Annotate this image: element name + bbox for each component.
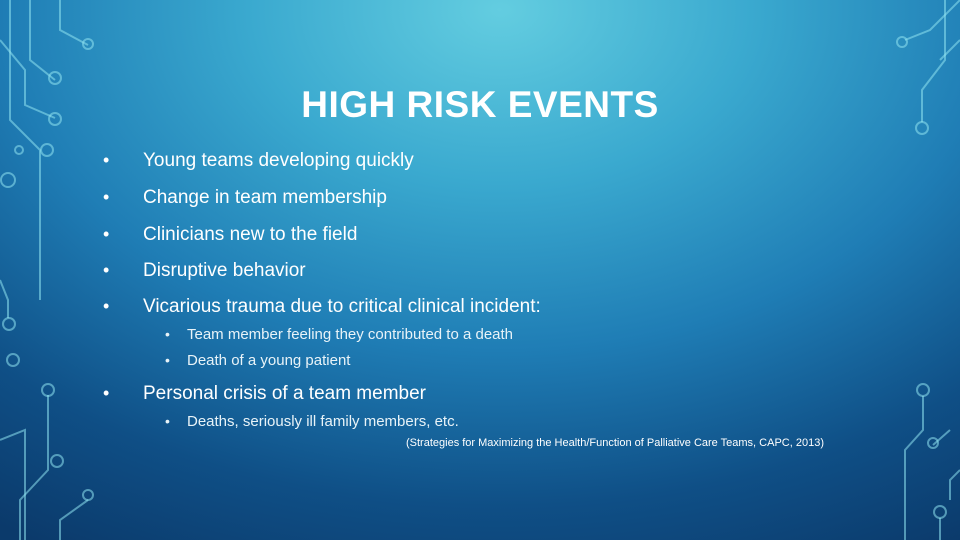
sub-bullet-text: Deaths, seriously ill family members, etc.: [187, 413, 459, 430]
slide-title: HIGH RISK EVENTS: [301, 84, 659, 125]
bullet-text: Young teams developing quickly: [143, 150, 414, 171]
sub-bullet-icon: •: [165, 326, 170, 342]
citation: (Strategies for Maximizing the Health/Function of Palliative Care Teams, CAPC, 2013): [406, 437, 824, 449]
bullet-text: Clinicians new to the field: [143, 224, 358, 245]
bullet-item: [103, 224, 357, 246]
sub-bullet-text: Team member feeling they contributed to a death: [187, 326, 514, 343]
bullet-icon: •: [103, 150, 110, 170]
sub-bullet-item: [165, 413, 459, 430]
bullet-icon: •: [103, 224, 110, 244]
bullet-item: [103, 260, 306, 282]
bullet-icon: •: [103, 383, 110, 403]
bullet-item: [103, 296, 541, 318]
sub-bullet-icon: •: [165, 352, 170, 368]
bullet-text: Disruptive behavior: [143, 260, 306, 281]
bullet-text: Personal crisis of a team member: [143, 383, 426, 404]
bullet-icon: •: [103, 296, 110, 316]
bullet-item: [103, 187, 387, 209]
sub-bullet-text: Death of a young patient: [187, 352, 351, 369]
bullet-icon: •: [103, 260, 110, 280]
bullet-text: Vicarious trauma due to critical clinical incident:: [143, 296, 541, 317]
bullet-icon: •: [103, 187, 110, 207]
bullet-text: Change in team membership: [143, 187, 387, 208]
sub-bullet-icon: •: [165, 413, 170, 429]
sub-bullet-item: [165, 326, 513, 343]
bullet-item: [103, 383, 426, 405]
bullet-item: [103, 150, 414, 172]
sub-bullet-item: [165, 352, 350, 369]
